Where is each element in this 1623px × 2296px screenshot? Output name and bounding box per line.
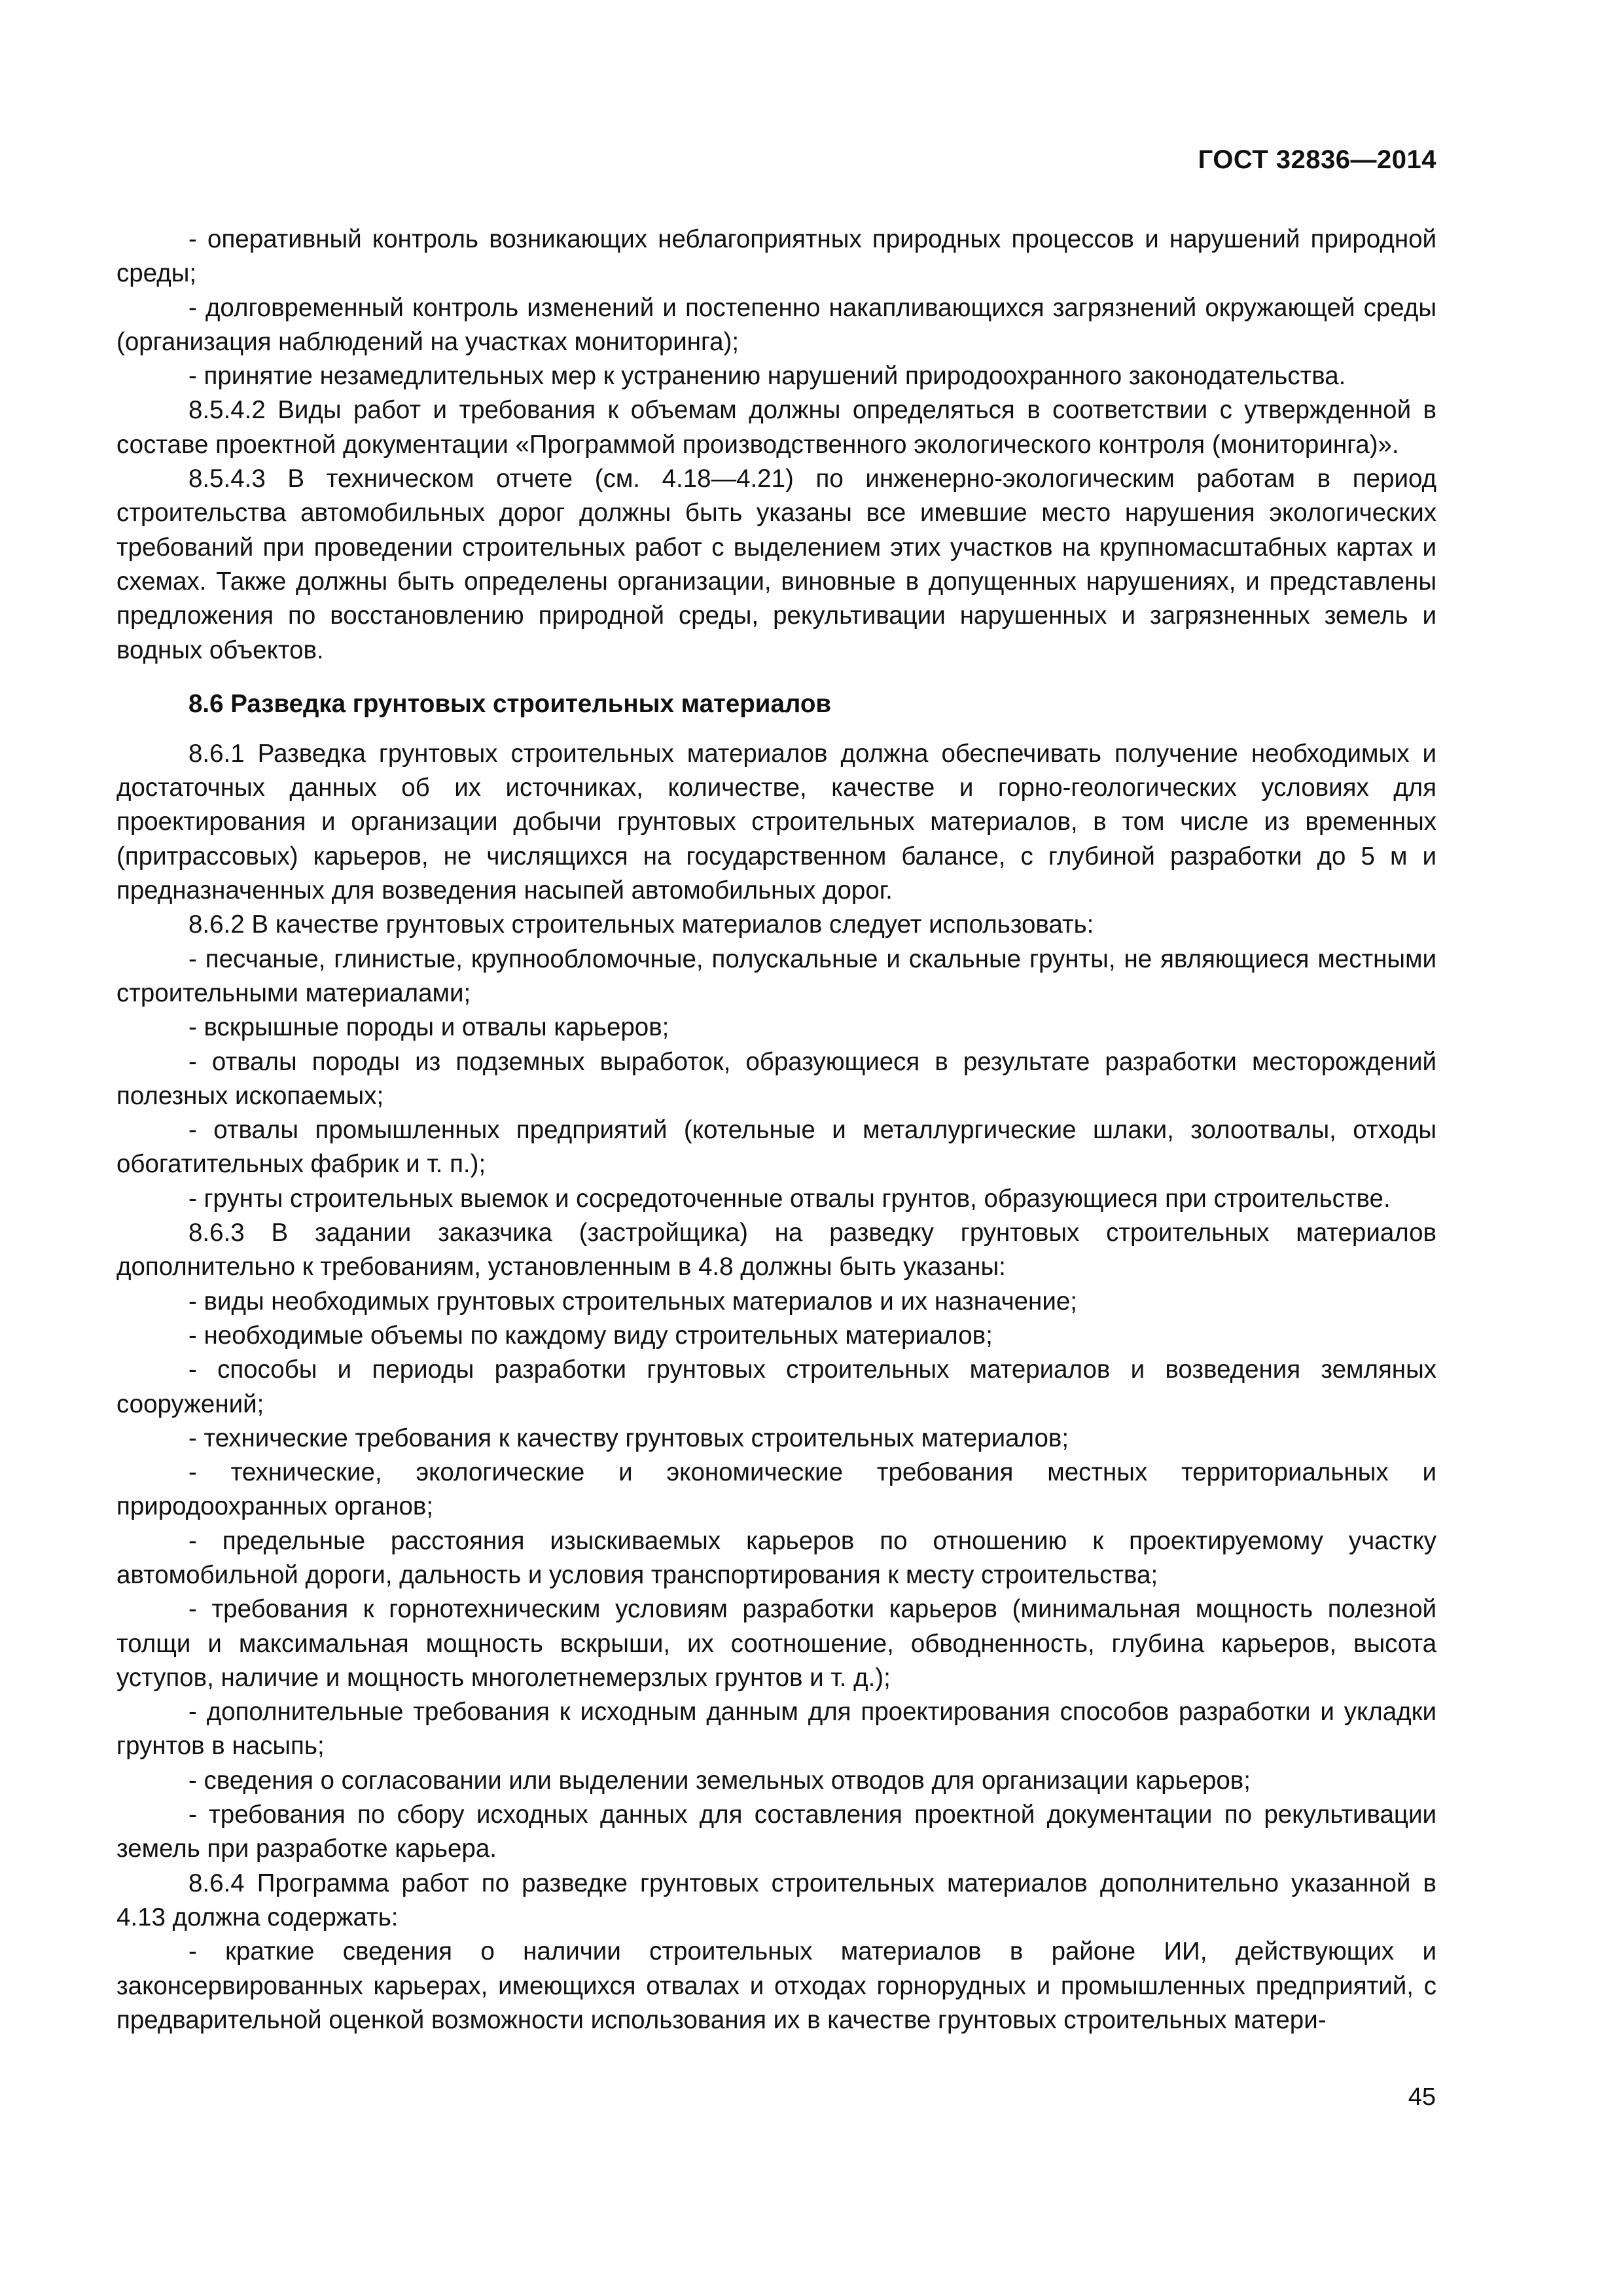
list-item: - вскрышные породы и отвалы карьеров; xyxy=(188,1013,669,1042)
list-item: - грунты строительных выемок и сосредоточенные отвалы грунтов, образующиеся при строительстве. xyxy=(188,1184,1391,1213)
list-item: - технические, экологические и экономические требования местных территориальных и природоохранных органов; xyxy=(116,1458,1436,1521)
document-body xyxy=(116,223,1436,2037)
list-item: - краткие сведения о наличии строительных материалов в районе ИИ, действующих и законсервированных карьерах, имеющихся отвалах и отходах горнорудных и промышленных предприятий, с предварительной оценкой возможности использования их в качестве грунтовых строительных матери- xyxy=(116,1937,1436,2034)
paragraph: - принятие незамедлительных мер к устранению нарушений природоохранного законодательства. xyxy=(188,362,1346,391)
list-item: - предельные расстояния изыскиваемых карьеров по отношению к проектируемому участку автомобильной дороги, дальность и условия транспортирования к месту строительства; xyxy=(116,1526,1436,1589)
document-code-header: ГОСТ 32836—2014 xyxy=(1198,145,1436,174)
paragraph: 8.5.4.2 Виды работ и требования к объемам должны определяться в соответствии с утвержденной в составе проектной документации «Программой производственного экологического контроля (мониторинга)». xyxy=(116,396,1436,459)
list-item: - отвалы промышленных предприятий (котельные и металлургические шлаки, золоотвалы, отходы обогатительных фабрик и т. п.); xyxy=(116,1116,1436,1179)
paragraph: - долговременный контроль изменений и постепенно накапливающихся загрязнений окружающей среды (организация наблюдений на участках мониторинга); xyxy=(116,293,1436,356)
list-item: - песчаные, глинистые, крупнообломочные, полускальные и скальные грунты, не являющиеся местными строительными материалами; xyxy=(116,944,1436,1007)
list-item: - требования по сбору исходных данных для составления проектной документации по рекультивации земель при разработке карьера. xyxy=(116,1801,1436,1863)
list-item: - отвалы породы из подземных выработок, образующиеся в результате разработки месторождений полезных ископаемых; xyxy=(116,1047,1436,1110)
paragraph: 8.6.1 Разведка грунтовых строительных материалов должна обеспечивать получение необходимых и достаточных данных об их источниках, количестве, качестве и горно-геологических условиях для проектирования и организации добычи грунтовых строительных материалов, в том числе из временных (притрассовых) карьеров, не числящихся на государственном балансе, с глубиной разработки до 5 м и предназначенных для возведения насыпей автомобильных дорог. xyxy=(116,739,1436,905)
page-number: 45 xyxy=(1408,2083,1436,2111)
list-item: - дополнительные требования к исходным данным для проектирования способов разработки и укладки грунтов в насыпь; xyxy=(116,1698,1436,1761)
paragraph: 8.6.3 В задании заказчика (застройщика) на разведку грунтовых строительных материалов дополнительно к требованиям, установленным в 4.8 должны быть указаны: xyxy=(116,1219,1436,1282)
paragraph: 8.6.4 Программа работ по разведке грунтовых строительных материалов дополнительно указанной в 4.13 должна содержать: xyxy=(116,1869,1436,1931)
list-item: - требования к горнотехническим условиям разработки карьеров (минимальная мощность полезной толщи и максимальная мощность вскрыши, их соотношение, обводненность, глубина карьеров, высота уступов, наличие и мощность многолетнемерзлых грунтов и т. д.); xyxy=(116,1595,1436,1692)
paragraph: 8.6.2 В качестве грунтовых строительных материалов следует использовать: xyxy=(188,910,1094,939)
list-item: - способы и периоды разработки грунтовых строительных материалов и возведения земляных сооружений; xyxy=(116,1355,1436,1418)
section-heading: 8.6 Разведка грунтовых строительных материалов xyxy=(188,689,832,718)
list-item: - виды необходимых грунтовых строительных материалов и их назначение; xyxy=(188,1287,1077,1316)
paragraph: - оперативный контроль возникающих неблагоприятных природных процессов и нарушений природной среды; xyxy=(116,225,1436,288)
list-item: - сведения о согласовании или выделении земельных отводов для организации карьеров; xyxy=(188,1766,1251,1795)
list-item: - необходимые объемы по каждому виду строительных материалов; xyxy=(188,1321,993,1350)
paragraph: 8.5.4.3 В техническом отчете (см. 4.18—4.21) по инженерно-экологическим работам в период строительства автомобильных дорог должны быть указаны все имевшие место нарушения экологических требований при проведении строительных работ с выделением этих участков на крупномасштабных картах и схемах. Также должны быть определены организации, виновные в допущенных нарушениях, и представлены предложения по восстановлению природной среды, рекультивации нарушенных и загрязненных земель и водных объектов. xyxy=(116,465,1436,664)
list-item: - технические требования к качеству грунтовых строительных материалов; xyxy=(188,1424,1069,1452)
